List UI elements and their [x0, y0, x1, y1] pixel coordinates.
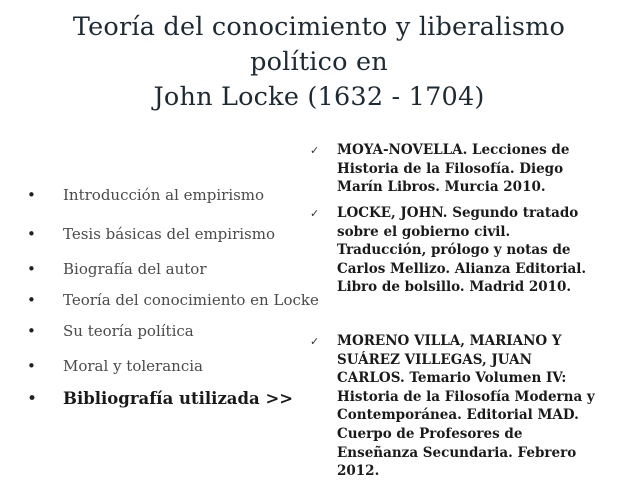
bullet-icon: •	[27, 186, 36, 204]
reference-text: LOCKE, JOHN. Segundo tratado sobre el gobierno civil. Traducción, prólogo y notas de Carlos Mellizo. Alianza Editorial. Libro de bolsillo. Madrid 2010.	[337, 205, 587, 296]
checkmark-icon: ✓	[310, 144, 320, 157]
bullet-icon: •	[27, 260, 36, 278]
reference-text: MORENO VILLA, MARIANO Y SUÁREZ VILLEGAS, JUAN CARLOS. Temario Volumen IV: Historia de la Filosofía Moderna y Contemporánea. Editorial MAD. Cuerpo de Profesores de Enseñanza Secundaria. Febrero 2012.	[337, 333, 595, 480]
topic-label[interactable]: Bibliografía utilizada >>	[63, 389, 294, 408]
slide-title	[20, 10, 618, 115]
topic-label: Su teoría política	[63, 322, 194, 340]
topic-label: Biografía del autor	[63, 260, 207, 278]
title-line-3: John Locke (1632 - 1704)	[153, 82, 485, 112]
topic-label: Moral y tolerancia	[63, 357, 203, 375]
bullet-icon: •	[27, 291, 36, 309]
bullet-icon: •	[27, 357, 36, 375]
topic-label: Teoría del conocimiento en Locke	[63, 291, 319, 309]
topic-label: Introducción al empirismo	[63, 186, 265, 204]
bullet-icon: •	[27, 389, 38, 409]
title-line-2: político en	[250, 47, 388, 77]
bullet-icon: •	[27, 322, 36, 340]
topic-label: Tesis básicas del empirismo	[63, 225, 275, 243]
checkmark-icon: ✓	[310, 207, 320, 220]
bullet-icon: •	[27, 225, 36, 243]
reference-text: MOYA-NOVELLA. Lecciones de Historia de la Filosofía. Diego Marín Libros. Murcia 2010.	[337, 142, 570, 196]
checkmark-icon: ✓	[310, 335, 320, 348]
title-line-1: Teoría del conocimiento y liberalismo	[72, 12, 566, 42]
